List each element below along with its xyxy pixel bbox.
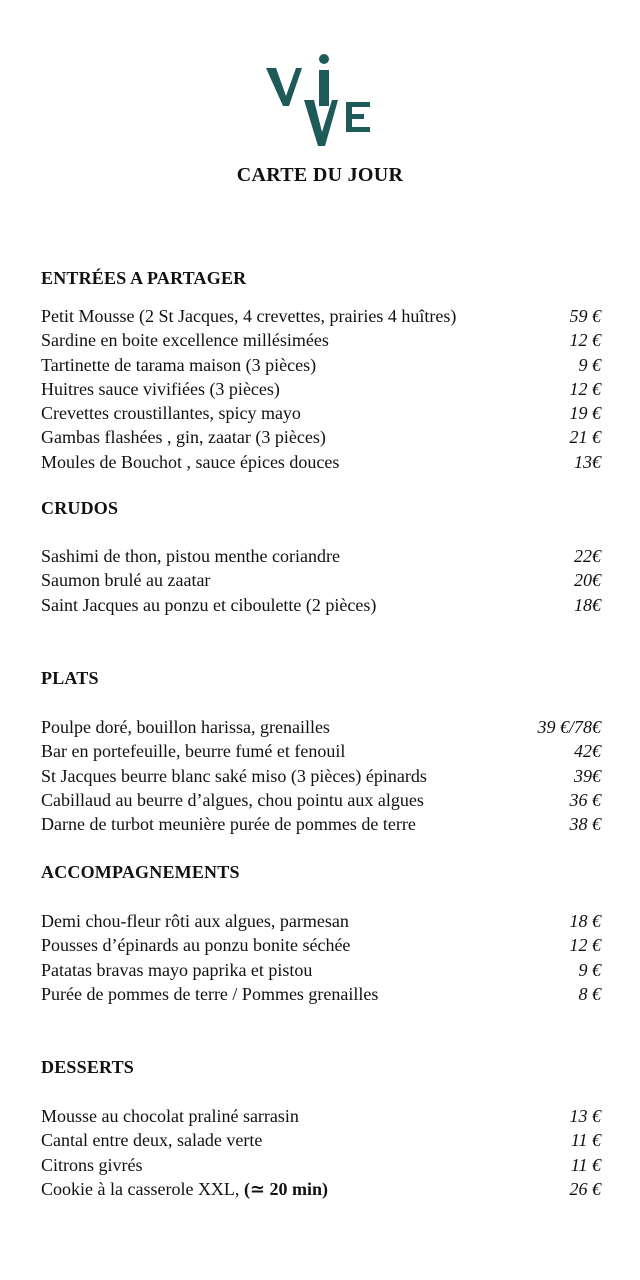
section-heading: CRUDOS xyxy=(41,498,119,518)
section-heading: ACCOMPAGNEMENTS xyxy=(41,862,240,882)
item-price: 26 € xyxy=(569,1178,601,1199)
menu-item xyxy=(41,450,601,474)
item-name: Cookie à la casserole XXL, xyxy=(41,1178,244,1199)
section-heading: DESSERTS xyxy=(41,1057,135,1077)
item-name: St Jacques beurre blanc saké miso (3 pièces) épinards xyxy=(41,765,427,786)
item-name: Moules de Bouchot , sauce épices douces xyxy=(41,451,340,472)
menu-item xyxy=(41,353,601,377)
menu-item xyxy=(41,568,601,592)
section-plats xyxy=(41,666,601,836)
item-price: 39 €/78€ xyxy=(537,717,601,737)
item-price: 20€ xyxy=(574,570,601,591)
item-name: Crevettes croustillantes, spicy mayo xyxy=(41,403,301,424)
item-price: 12 € xyxy=(569,935,601,956)
item-name: Pousses d’épinards au ponzu bonite séchée xyxy=(41,935,351,956)
menu-item xyxy=(41,544,601,568)
section-heading: PLATS xyxy=(41,668,99,688)
item-name: Saumon brulé au zaatar xyxy=(41,570,211,591)
item-price: 13 € xyxy=(569,1106,601,1126)
item-price: 18€ xyxy=(574,594,601,615)
item-name: Sashimi de thon, pistou menthe coriandre xyxy=(41,546,340,566)
menu-item xyxy=(41,788,601,812)
item-price: 21 € xyxy=(569,427,601,448)
menu-item xyxy=(41,715,601,739)
item-name: Mousse au chocolat praliné sarrasin xyxy=(41,1106,299,1126)
menu-item xyxy=(41,328,601,352)
item-price: 9 € xyxy=(578,354,601,375)
item-name: Poulpe doré, bouillon harissa, grenailles xyxy=(41,717,330,737)
item-name: Cantal entre deux, salade verte xyxy=(41,1130,263,1151)
menu-item xyxy=(41,958,601,982)
item-name: Petit Mousse (2 St Jacques, 4 crevettes, prairies 4 huîtres) xyxy=(41,306,457,326)
item-name: Gambas flashées , gin, zaatar (3 pièces) xyxy=(41,427,326,448)
item-price: 11 € xyxy=(570,1130,601,1151)
menu-item xyxy=(41,401,601,425)
item-price: 18 € xyxy=(569,911,601,931)
menu-item xyxy=(41,425,601,449)
item-price: 22€ xyxy=(574,546,601,566)
item-name: Tartinette de tarama maison (3 pièces) xyxy=(41,354,317,375)
item-price: 8 € xyxy=(578,983,601,1004)
item-price: 19 € xyxy=(569,403,601,424)
item-price: 9 € xyxy=(578,959,601,980)
item-name-group xyxy=(41,1177,328,1201)
item-name: Saint Jacques au ponzu et ciboulette (2 pièces) xyxy=(41,594,377,615)
menu-item xyxy=(41,812,601,836)
item-price: 12 € xyxy=(569,378,601,399)
item-name: Darne de turbot meunière purée de pommes de terre xyxy=(41,814,416,835)
menu-item xyxy=(41,764,601,788)
item-name: Demi chou-fleur rôti aux algues, parmesan xyxy=(41,911,349,931)
page-title: CARTE DU JOUR xyxy=(236,164,404,186)
item-name: Citrons givrés xyxy=(41,1154,143,1175)
item-name-note: (≃ 20 min) xyxy=(243,1178,329,1199)
item-name: Cabillaud au beurre d’algues, chou pointu aux algues xyxy=(41,789,424,810)
item-name: Purée de pommes de terre / Pommes grenailles xyxy=(41,983,379,1004)
section-desserts xyxy=(41,1055,601,1201)
section-accompagnements xyxy=(41,860,601,1006)
menu-item xyxy=(41,1128,601,1152)
menu-item xyxy=(41,1177,601,1201)
menu-item xyxy=(41,909,601,933)
menu-item xyxy=(41,304,601,328)
menu-item xyxy=(41,593,601,617)
menu-item xyxy=(41,982,601,1006)
menu-item xyxy=(41,1104,601,1128)
menu-item xyxy=(41,377,601,401)
item-price: 36 € xyxy=(569,789,601,810)
item-price: 38 € xyxy=(569,814,601,835)
item-name: Huitres sauce vivifiées (3 pièces) xyxy=(41,378,280,399)
section-heading: ENTRÉES A PARTAGER xyxy=(41,268,247,288)
item-name: Sardine en boite excellence millésimées xyxy=(41,330,329,351)
item-name: Patatas bravas mayo paprika et pistou xyxy=(41,959,313,980)
item-name: Bar en portefeuille, beurre fumé et fenouil xyxy=(41,741,346,762)
section-entrees xyxy=(41,266,601,474)
item-price: 12 € xyxy=(569,330,601,351)
vive-logo-icon xyxy=(262,50,380,150)
item-price: 11 € xyxy=(570,1154,601,1175)
menu-item xyxy=(41,739,601,763)
section-crudos xyxy=(41,496,601,617)
menu-item xyxy=(41,1153,601,1177)
menu-item xyxy=(41,933,601,957)
item-price: 42€ xyxy=(574,741,601,762)
item-price: 13€ xyxy=(574,451,601,472)
item-price: 59 € xyxy=(569,306,601,326)
item-price: 39€ xyxy=(574,765,601,786)
